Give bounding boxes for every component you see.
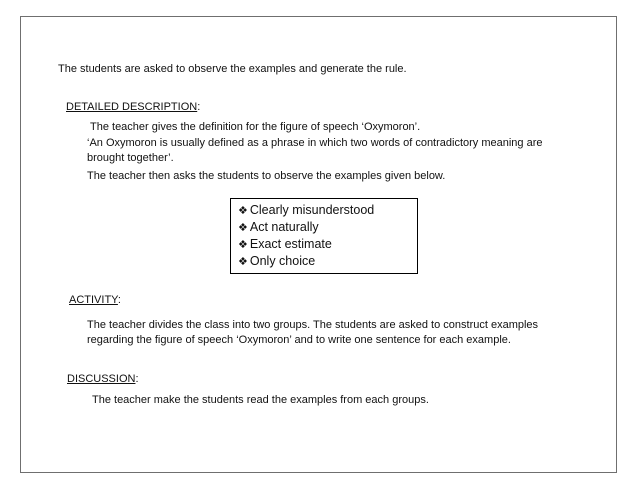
activity-heading [69,293,121,308]
activity-line-1: The teacher divides the class into two groups. The students are asked to construct examples [87,319,539,331]
diamond-bullet-icon: ❖ [238,255,248,268]
discussion-heading [67,372,139,387]
detailed-description-heading [66,100,200,115]
discussion-label: DISCUSSION [67,373,136,385]
examples-box [230,198,418,274]
intro-text: The students are asked to observe the examples and generate the rule. [58,63,407,75]
example-item [238,219,417,236]
discussion-colon: : [135,373,139,385]
example-item [238,236,417,253]
activity-line-2: regarding the figure of speech ‘Oxymoron’ and to write one sentence for each example. [87,334,511,346]
example-text: Only choice [249,254,316,268]
diamond-bullet-icon: ❖ [238,238,248,251]
example-text: Act naturally [249,220,319,234]
diamond-bullet-icon: ❖ [238,221,248,234]
activity-label: ACTIVITY [69,294,118,306]
detailed-line-2: ‘An Oxymoron is usually defined as a phrase in which two words of contradictory meaning are [87,137,543,149]
example-item [238,202,417,219]
document-page [20,16,617,473]
detailed-line-1: The teacher gives the definition for the figure of speech ‘Oxymoron’. [90,121,421,133]
detailed-description-colon: : [197,101,201,113]
example-text: Exact estimate [249,237,332,251]
example-text: Clearly misunderstood [249,203,375,217]
detailed-line-4: The teacher then asks the students to observe the examples given below. [87,170,446,182]
activity-colon: : [117,294,121,306]
discussion-line-1: The teacher make the students read the examples from each groups. [92,394,429,406]
diamond-bullet-icon: ❖ [238,204,248,217]
example-item [238,253,417,270]
detailed-description-label: DETAILED DESCRIPTION [66,101,198,113]
detailed-line-3: brought together’. [87,152,174,164]
